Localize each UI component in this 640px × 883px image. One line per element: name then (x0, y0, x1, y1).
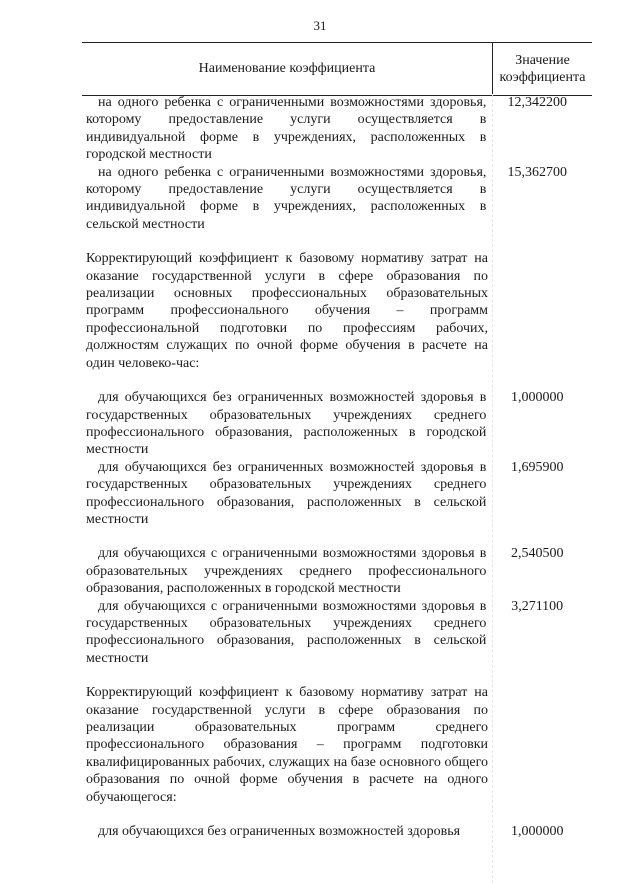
table-row (86, 598, 586, 668)
coefficient-value: 15,362700 (507, 164, 567, 180)
coefficient-name: для обучающихся без ограниченных возможностей здоровья в государственных образовательных учреждениях среднего профессионального образования, расположенных в городской местности (86, 390, 487, 458)
coefficient-value: 12,342200 (507, 95, 567, 110)
table-row (86, 94, 586, 164)
coefficient-value: 2,540500 (510, 546, 564, 562)
coefficient-value: 1,695900 (510, 459, 564, 475)
coefficient-name: для обучающихся с ограниченными возможностями здоровья в государственных образовательных учреждениях среднего профессионального образования, расположенных в сельской местности (86, 598, 487, 666)
table-row (86, 823, 586, 840)
coefficient-name: для обучающихся без ограниченных возможностей здоровья (98, 824, 461, 840)
coefficient-section-heading: Корректирующий коэффициент к базовому нормативу затрат на оказание государственной услуги в сфере образования по реализации основных профессиональных образовательных программ профессионального обучения – программ профессиональной подготовки по профессиям рабочих, должностям служащих по очной форме обучения в расчете на один человеко-час: (86, 251, 488, 371)
coefficient-value: 1,000000 (510, 390, 564, 406)
coefficient-name: на одного ребенка с ограниченными возможностями здоровья, которому предоставление услуги осуществляется в индивидуальной форме в учреждениях, расположенных в сельской местности (86, 164, 487, 232)
coefficient-value: 1,000000 (510, 824, 564, 840)
coefficient-table-body (86, 94, 586, 840)
table-row (86, 684, 586, 806)
table-row (86, 164, 586, 234)
coefficient-section-heading: Корректирующий коэффициент к базовому нормативу затрат на оказание государственной услуги в сфере образования по реализации образовательных программ среднего профессионального образования – программ подготовки квалифицированных рабочих, служащих на базе основного общего образования по очной форме обучения в расчете на одного обучающегося: (86, 685, 488, 805)
coefficient-name: для обучающихся без ограниченных возможностей здоровья в государственных образовательных учреждениях среднего профессионального образования, расположенных в сельской местности (86, 459, 487, 527)
table-row (86, 459, 586, 529)
page-number: 31 (313, 18, 327, 33)
table-header (82, 42, 592, 96)
table-row (86, 545, 586, 597)
column-header-value: Значение коэффициента (499, 53, 586, 85)
column-header-name: Наименование коэффициента (82, 43, 493, 95)
coefficient-value: 3,271100 (511, 598, 564, 614)
coefficient-name: для обучающихся с ограниченными возможностями здоровья в образовательных учреждениях среднего профессионального образования, расположенных в городской местности (86, 546, 487, 597)
table-row (86, 250, 586, 372)
coefficient-name: на одного ребенка с ограниченными возможностями здоровья, которому предоставление услуги осуществляется в индивидуальной форме в учреждениях, расположенных в городской местности (86, 95, 487, 163)
table-row (86, 389, 586, 459)
